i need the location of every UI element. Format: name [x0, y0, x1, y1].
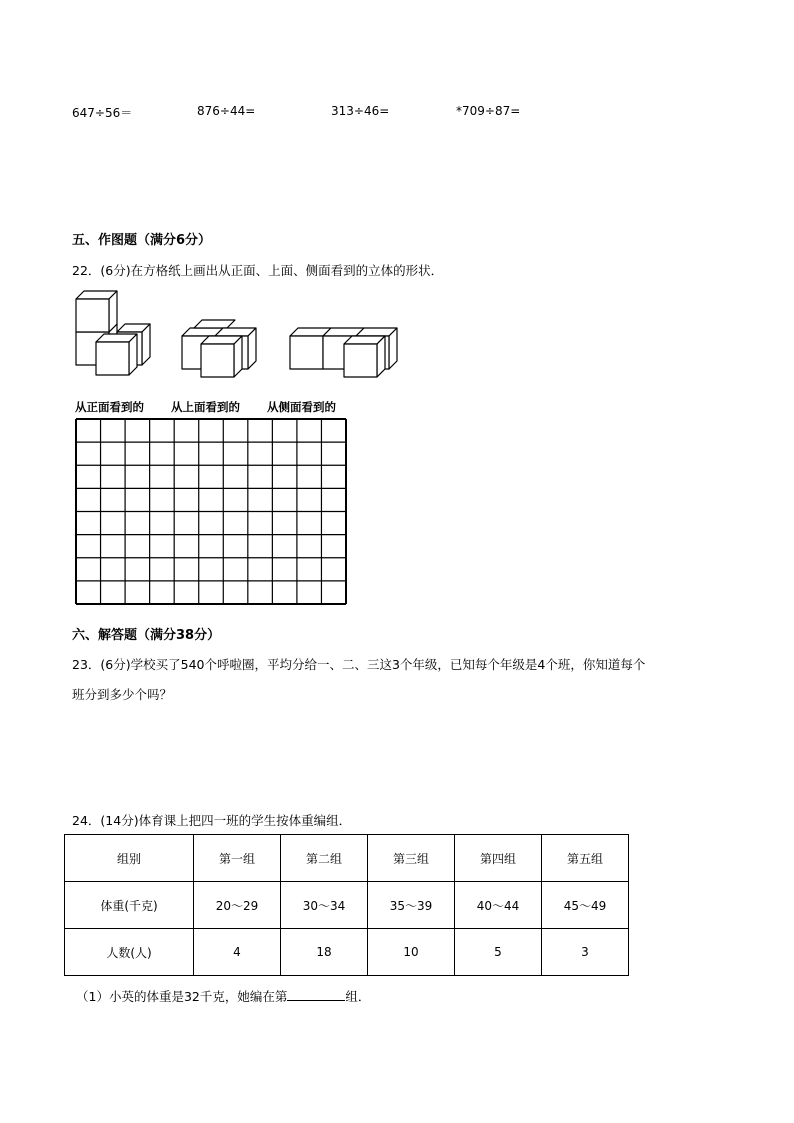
table-count-row	[65, 929, 629, 976]
table-cell: 第一组	[194, 835, 281, 882]
table-cell: 45～49	[542, 882, 629, 929]
table-cell: 第二组	[281, 835, 368, 882]
calc-item-4: *709÷87=	[456, 104, 521, 118]
table-cell: 20～29	[194, 882, 281, 929]
calc-item-3: 313÷46=	[331, 104, 390, 118]
view-label-top: 从上面看到的	[171, 400, 240, 414]
table-cell: 5	[455, 929, 542, 976]
question-22: 22．(6分)在方格纸上画出从正面、上面、侧面看到的立体的形状．	[72, 263, 444, 278]
weight-group-table	[64, 834, 629, 976]
table-cell: 第三组	[368, 835, 455, 882]
cube-figures	[70, 288, 410, 383]
table-cell: 组别	[65, 835, 194, 882]
table-header-row	[65, 835, 629, 882]
table-weight-row	[65, 882, 629, 929]
grid-paper[interactable]	[75, 418, 347, 605]
calc-item-1: 647÷56＝	[72, 106, 133, 120]
question-24-part1-text: （1）小英的体重是32千克，她编在第	[76, 989, 288, 1004]
section6-heading: 六、解答题（满分38分）	[72, 628, 221, 643]
question-24-part1-suffix: 组．	[345, 989, 371, 1004]
table-cell: 4	[194, 929, 281, 976]
answer-blank[interactable]	[287, 988, 345, 1001]
view-label-front: 从正面看到的	[75, 400, 144, 414]
table-cell: 第五组	[542, 835, 629, 882]
question-24-part1	[76, 987, 370, 1005]
table-cell: 第四组	[455, 835, 542, 882]
table-cell: 10	[368, 929, 455, 976]
table-cell: 35～39	[368, 882, 455, 929]
table-cell: 30～34	[281, 882, 368, 929]
table-cell: 3	[542, 929, 629, 976]
cube-figure-1	[76, 291, 150, 375]
table-cell: 人数(人)	[65, 929, 194, 976]
question-24: 24．(14分)体育课上把四一班的学生按体重编组．	[72, 813, 352, 828]
question-23-line2: 班分到多少个吗？	[72, 687, 173, 702]
question-23-line1: 23．(6分)学校买了540个呼啦圈，平均分给一、二、三这3个年级，已知每个年级是4个班，你知道每个	[72, 657, 646, 672]
table-cell: 体重(千克)	[65, 882, 194, 929]
table-cell: 40～44	[455, 882, 542, 929]
view-label-side: 从侧面看到的	[267, 400, 336, 414]
cube-figure-2	[182, 320, 256, 377]
section5-heading: 五、作图题（满分6分）	[72, 233, 212, 248]
cube-figure-3	[290, 328, 397, 377]
table-cell: 18	[281, 929, 368, 976]
calc-item-2: 876÷44=	[197, 104, 256, 118]
